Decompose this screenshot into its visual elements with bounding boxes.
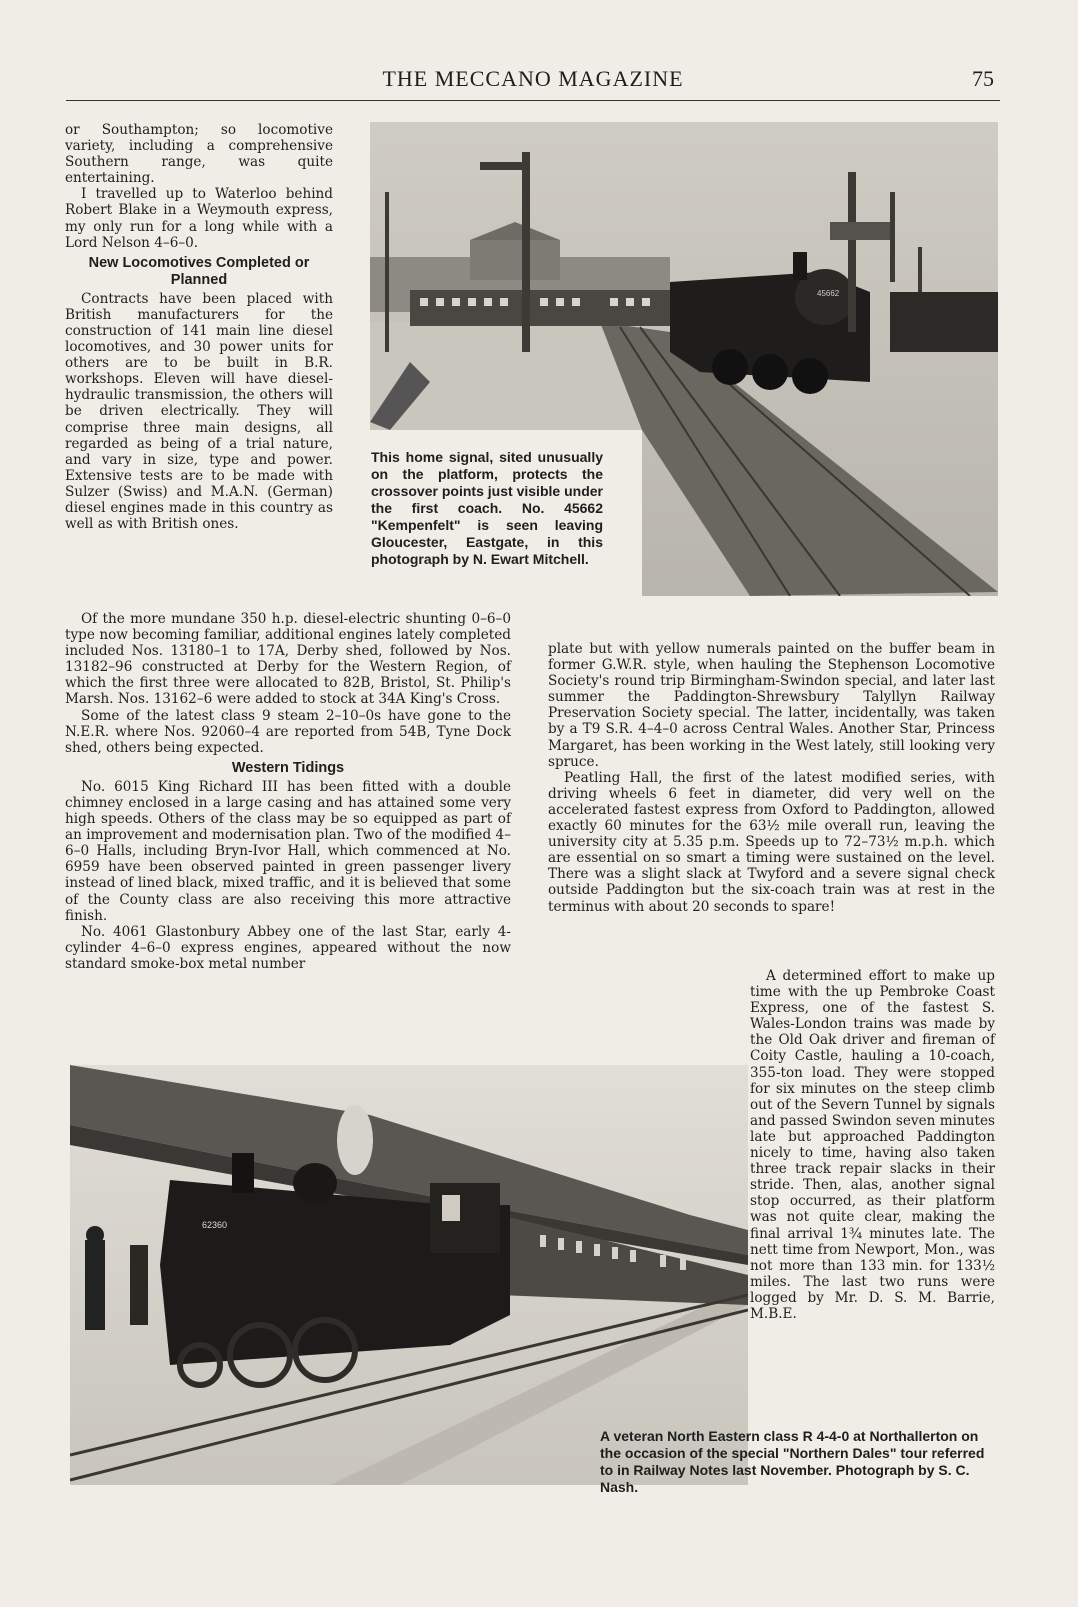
paragraph: No. 4061 Glastonbury Abbey one of the last Star, early 4-cylinder 4–6–0 express engines, appeared without the now standard smoke-box metal number — [65, 923, 511, 972]
page-number: 75 — [972, 66, 994, 91]
paragraph: Peatling Hall, the first of the latest modified series, with driving wheels 6 feet in diameter, did very well on the accelerated fastest express from Oxford to Paddington, allowed exactly 60 minutes for the 63½ mile overall run, leaving the university city at 5.35 p.m. Speeds up to 72–73½ m.p.h. which are essential on so smart a timing were sustained on the level. There was a slight slack at Twyford and a severe signal check outside Paddington but the six-coach train was at rest in the terminus with about 20 seconds to spare! — [548, 769, 995, 915]
magazine-title: THE MECCANO MAGAZINE — [382, 66, 684, 91]
paragraph: plate but with yellow numerals painted on the buffer beam in former G.W.R. style, when hauling the Stephenson Locomotive Society's round trip Birmingham-Swindon special, and later last summer the Paddington-Shrewsbury Talyllyn Railway Preservation Society special. The latter, incidentally, was taken by a T9 S.R. 4–4–0 across Central Wales. Another Star, Princess Margaret, has been working in the West lately, still looking very spruce. — [548, 641, 995, 770]
right-column — [548, 641, 995, 915]
left-column-narrow — [65, 122, 333, 532]
bottom-loco-number: 62360 — [202, 1220, 228, 1230]
caption-bottom-photo: A veteran North Eastern class R 4-4-0 at Northallerton on the occasion of the special "Northern Dales" tour referred to in Railway Notes last November. Photograph by S. C. Nash. — [600, 1428, 985, 1495]
section-heading-new-locomotives: New Locomotives Completed or Planned — [88, 254, 310, 288]
paragraph: No. 6015 King Richard III has been fitted with a double chimney enclosed in a large casing and has attained some very high speeds. Others of the class may be so equipped as part of an improvement and modernisation plan. Two of the modified 4–6–0 Halls, including Bryn-Ivor Hall, which commenced at No. 6959 have been observed painted in green passenger livery instead of lined black, mixed traffic, and it is believed that some of the County class are also receiving this more attractive finish. — [65, 778, 511, 924]
left-column-wide — [65, 611, 511, 972]
paragraph: or Southampton; so locomotive variety, including a comprehensive Southern range, was quite entertaining. — [65, 122, 333, 187]
paragraph: Of the more mundane 350 h.p. diesel-electric shunting 0–6–0 type now becoming familiar, additional engines lately completed included Nos. 13180–1 to 17A, Derby shed, followed by Nos. 13182–96 constructed at Derby for the Western Region, of which the first three were allocated to 82B, Bristol, St. Philip's Marsh. Nos. 13162–6 were added to stock at 34A King's Cross. — [65, 611, 511, 708]
section-heading-western-tidings: Western Tidings — [231, 759, 345, 776]
paragraph: Some of the latest class 9 steam 2–10–0s have gone to the N.E.R. where Nos. 92060–4 are reported from 54B, Tyne Dock shed, others being expected. — [65, 707, 511, 756]
photo-northallerton — [70, 1065, 748, 1485]
paragraph: Contracts have been placed with British manufacturers for the construction of 141 main line diesel locomotives, and 30 power units for others are to be built in B.R. workshops. Eleven will have diesel-hydraulic transmission, the others will be driven electrically. They will comprise three main designs, all regarded as being of a trial nature, and vary in size, type and power. Extensive tests are to be made with Sulzer (Swiss) and M.A.N. (German) diesel engines made in this country as well as with British ones. — [65, 290, 333, 533]
top-loco-number: 45662 — [817, 289, 840, 298]
photo-northallerton-image — [70, 1065, 748, 1485]
paragraph: A determined effort to make up time with the up Pembroke Coast Express, one of the fastest S. Wales-London trains was made by the Old Oak driver and fireman of Coity Castle, hauling a 10-coach, 355-ton load. They were stopped for six minutes on the steep climb out of the Severn Tunnel by signals and passed Swindon seven minutes late but approached Paddington nicely to time, having also taken three track repair slacks in their stride. Then, alas, another signal stop occurred, as their platform was not quite clear, making the final arrival 1¾ minutes late. The nett time from Newport, Mon., was not more than 133 min. for 133½ miles. The last two runs were logged by Mr. D. S. M. Barrie, M.B.E. — [750, 968, 995, 1322]
caption-top-photo: This home signal, sited unusually on the platform, protects the crossover points just visible under the first coach. No. 45662 "Kempenfelt" is seen leaving Gloucester, Eastgate, in this photograph by N. Ewart Mitchell. — [371, 449, 603, 567]
right-column-continued — [750, 968, 995, 1322]
page-header — [66, 64, 1000, 101]
paragraph: I travelled up to Waterloo behind Robert Blake in a Weymouth express, my only run for a long while with a Lord Nelson 4–6–0. — [65, 186, 333, 251]
